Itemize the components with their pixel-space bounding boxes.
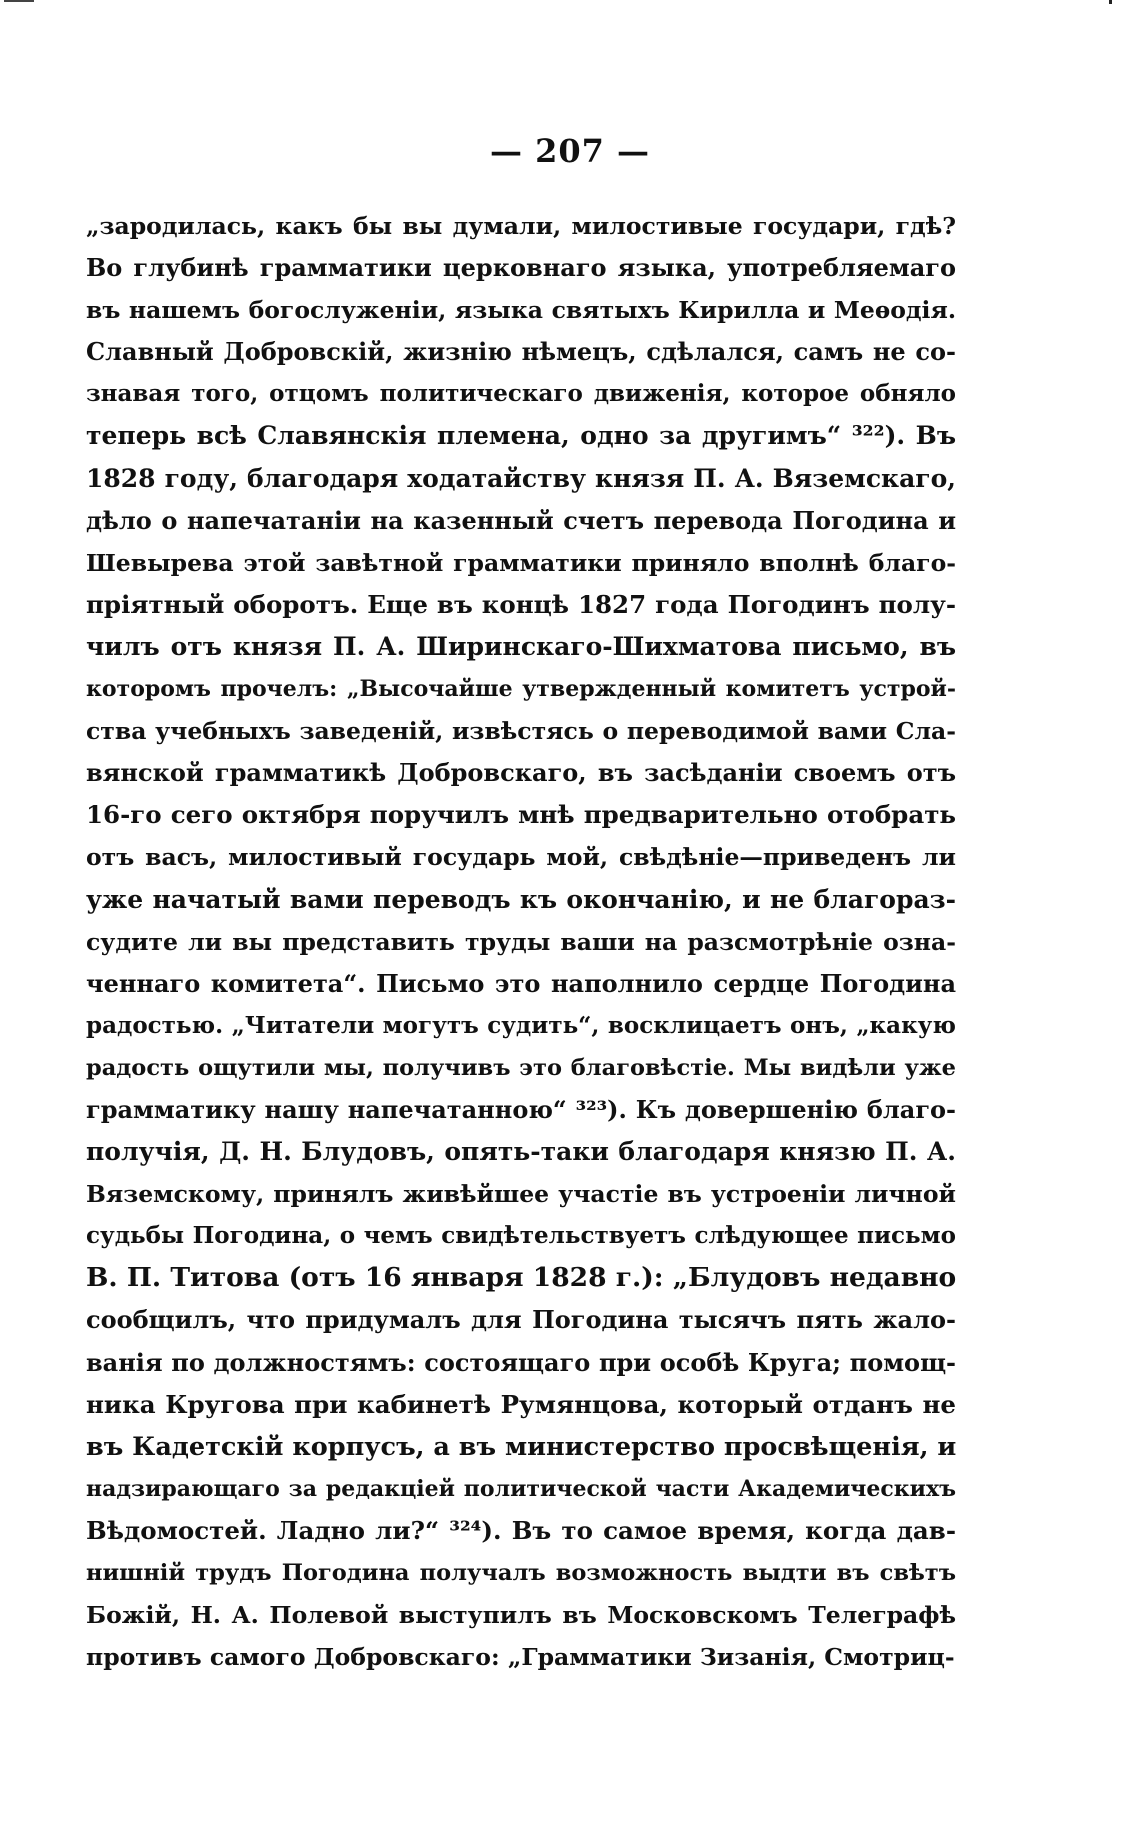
text-line: Вяземскому, принялъ живѣйшее участіе въ устроеніи личной (86, 1180, 956, 1209)
text-line: судите ли вы представить труды ваши на разсмотрѣніе озна- (86, 927, 956, 956)
text-line: дѣло о напечатаніи на казенный счетъ перевода Погодина и (86, 505, 956, 535)
text-line: „зародилась, какъ бы вы думали, милостивые государи, гдѣ? (86, 212, 956, 240)
text-line: 16-го сего октября поручилъ мнѣ предварительно отобрать (86, 800, 956, 830)
text-line: знавая того, отцомъ политическаго движенія, которое обняло (86, 380, 956, 408)
text-line: радость ощутили мы, получивъ это благовѣстіе. Мы видѣли уже (86, 1054, 956, 1081)
page-number: — 207 — (489, 132, 651, 170)
text-line: въ Кадетскій корпусъ, а въ министерство просвѣщенія, и (86, 1431, 957, 1462)
text-line: судьбы Погодина, о чемъ свидѣтельствуетъ слѣдующее письмо (86, 1222, 956, 1250)
text-line: отъ васъ, милостивый государь мой, свѣдѣніе—приведенъ ли (86, 843, 956, 872)
text-line: ника Кругова при кабинетѣ Румянцова, который отданъ не (86, 1389, 956, 1419)
text-line: въ нашемъ богослуженіи, языка святыхъ Кирилла и Меѳодія. (86, 296, 956, 325)
text-line: Во глубинѣ грамматики церковнаго языка, употребляемаго (86, 253, 956, 283)
text-line: надзирающаго за редакціей политической части Академическихъ (86, 1475, 956, 1502)
text-line: сообщилъ, что придумалъ для Погодина тысячъ пять жало- (86, 1305, 956, 1335)
text-line: пріятный оборотъ. Еще въ концѣ 1827 года Погодинъ полу- (86, 589, 956, 619)
scan-edge-mark (1109, 0, 1112, 4)
text-line: которомъ прочелъ: „Высочайше утвержденный комитетъ устрой- (86, 676, 956, 703)
text-line: теперь всѣ Славянскія племена, одно за другимъ“ ³²²). Въ (86, 421, 956, 451)
text-line: Божій, Н. А. Полевой выступилъ въ Московскомъ Телеграфѣ (86, 1601, 956, 1630)
text-line: чилъ отъ князя П. А. Ширинскаго-Шихматова письмо, въ (86, 631, 956, 661)
text-line: Славный Добровскій, жизнію нѣмецъ, сдѣлался, самъ не со- (86, 337, 956, 367)
text-line: нишній трудъ Погодина получалъ возможность выдти въ свѣтъ (86, 1560, 956, 1586)
text-line: ченнаго комитета“. Письмо это наполнило сердце Погодина (86, 968, 956, 998)
text-line: ства учебныхъ заведеній, извѣстясь о переводимой вами Сла- (86, 717, 956, 746)
text-line: противъ самого Добровскаго: „Грамматики Зизанія, Смотриц- (86, 1643, 955, 1672)
text-line: В. П. Титова (отъ 16 января 1828 г.): „Блудовъ недавно (86, 1262, 957, 1294)
text-line: Вѣдомостей. Ладно ли?“ ³²⁴). Въ то самое время, когда дав- (86, 1515, 956, 1545)
body-text (86, 205, 956, 1678)
text-line: вянской грамматикѣ Добровскаго, въ засѣданіи своемъ отъ (86, 758, 956, 788)
text-line: грамматику нашу напечатанною“ ³²³). Къ довершенію благо- (86, 1094, 956, 1124)
scan-edge-mark (4, 0, 34, 2)
text-line: Шевырева этой завѣтной грамматики приняло вполнѣ благо- (86, 548, 956, 577)
text-line: 1828 году, благодаря ходатайству князя П. А. Вяземскаго, (86, 463, 956, 493)
text-line: радостью. „Читатели могутъ судить“, восклицаетъ онъ, „какую (86, 1011, 956, 1039)
text-line: уже начатый вами переводъ къ окончанію, и не благораз- (86, 884, 956, 914)
text-line: ванія по должностямъ: состоящаго при особѣ Круга; помощ- (86, 1347, 956, 1377)
text-line: получія, Д. Н. Блудовъ, опять-таки благодаря князю П. А. (86, 1137, 956, 1167)
